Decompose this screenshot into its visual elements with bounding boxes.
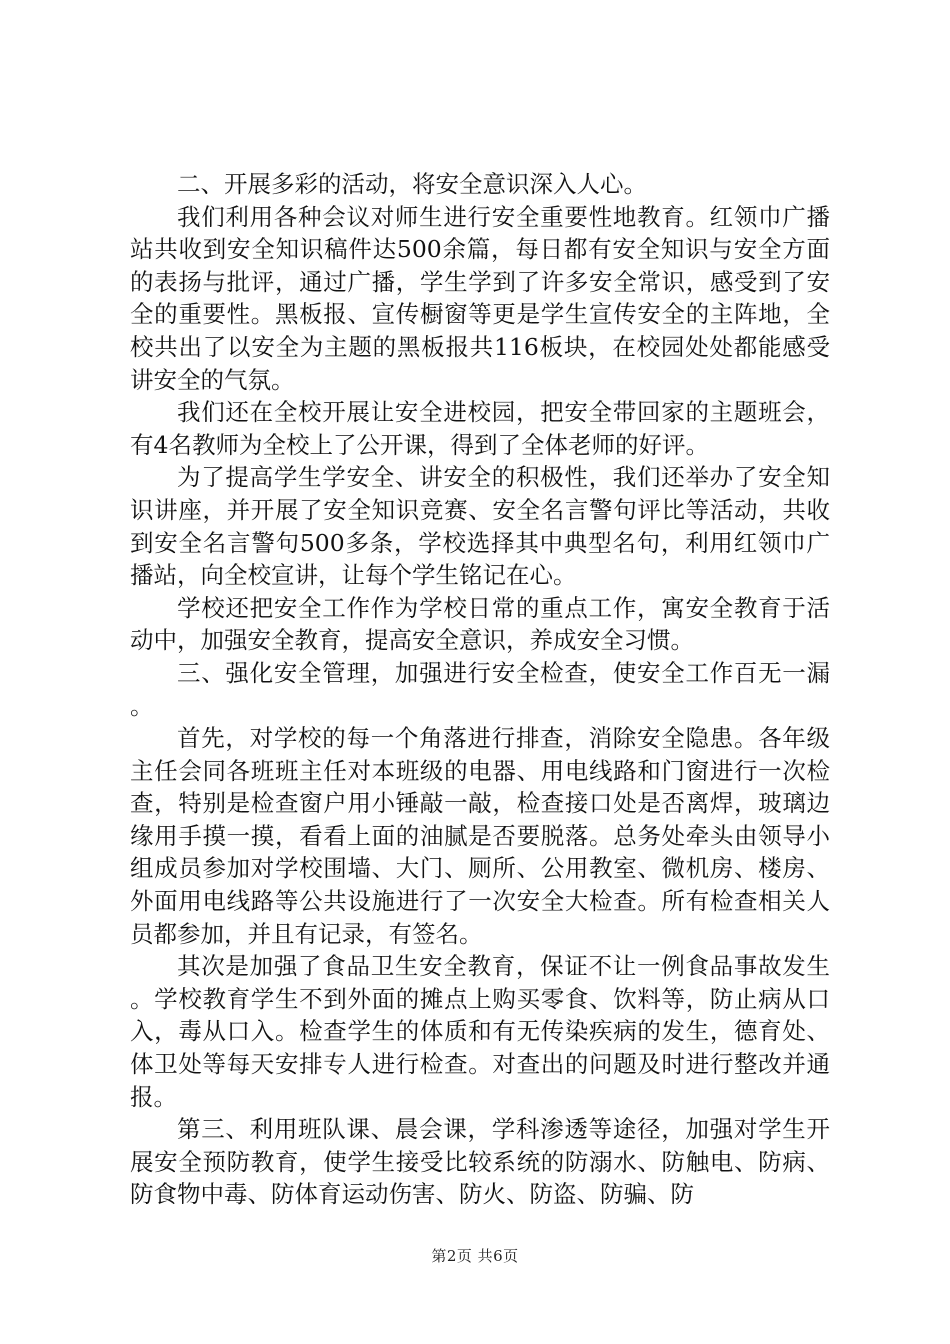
section-heading-management: 三、强化安全管理，加强进行安全检查，使安全工作百无一漏。 [130,658,830,720]
paragraph-lecture: 为了提高学生学安全、讲安全的积极性，我们还举办了安全知识讲座，并开展了安全知识竞赛、安全名言警句评比等活动，共收到安全名言警句500多条，学校选择其中典型名句，利用红领巾广播站，向全校宣讲，让每个学生铭记在心。 [130,463,830,590]
document-body [130,168,830,1211]
section-heading-activities: 二、开展多彩的活动，将安全意识深入人心。 [177,170,647,198]
paragraph-daily-work: 学校还把安全工作作为学校日常的重点工作，寓安全教育于活动中，加强安全教育，提高安全意识，养成安全习惯。 [130,593,830,655]
page-footer: 第2页 共6页 [431,1247,519,1265]
paragraph-prevention: 第三、利用班队课、晨会课，学科渗透等途径，加强对学生开展安全预防教育，使学生接受比较系统的防溺水、防触电、防病、防食物中毒、防体育运动伤害、防火、防盗、防骗、防 [130,1115,830,1209]
paragraph-food-safety: 其次是加强了食品卫生安全教育，保证不让一例食品事故发生。学校教育学生不到外面的摊点上购买零食、饮料等，防止病从口入，毒从口入。检查学生的体质和有无传染疾病的发生，德育处、体卫处等每天安排专人进行检查。对查出的问题及时进行整改并通报。 [130,952,830,1111]
paragraph-inspection: 首先，对学校的每一个角落进行排查，消除安全隐患。各年级主任会同各班班主任对本班级的电器、用电线路和门窗进行一次检查，特别是检查窗户用小锤敲一敲，检查接口处是否离焊，玻璃边缘用手摸一摸，看看上面的油腻是否要脱落。总务处牵头由领导小组成员参加对学校围墙、大门、厕所、公用教室、微机房、楼房、外面用电线路等公共设施进行了一次安全大检查。所有检查相关人员都参加，并且有记录，有签名。 [130,724,830,948]
paragraph-broadcast: 我们利用各种会议对师生进行安全重要性地教育。红领巾广播站共收到安全知识稿件达500余篇，每日都有安全知识与安全方面的表扬与批评，通过广播，学生学到了许多安全常识，感受到了安全的重要性。黑板报、宣传橱窗等更是学生宣传安全的主阵地，全校共出了以安全为主题的黑板报共116板块，在校园处处都能感受讲安全的气氛。 [130,202,830,394]
paragraph-class-meeting: 我们还在全校开展让安全进校园，把安全带回家的主题班会，有4名教师为全校上了公开课，得到了全体老师的好评。 [130,398,830,459]
